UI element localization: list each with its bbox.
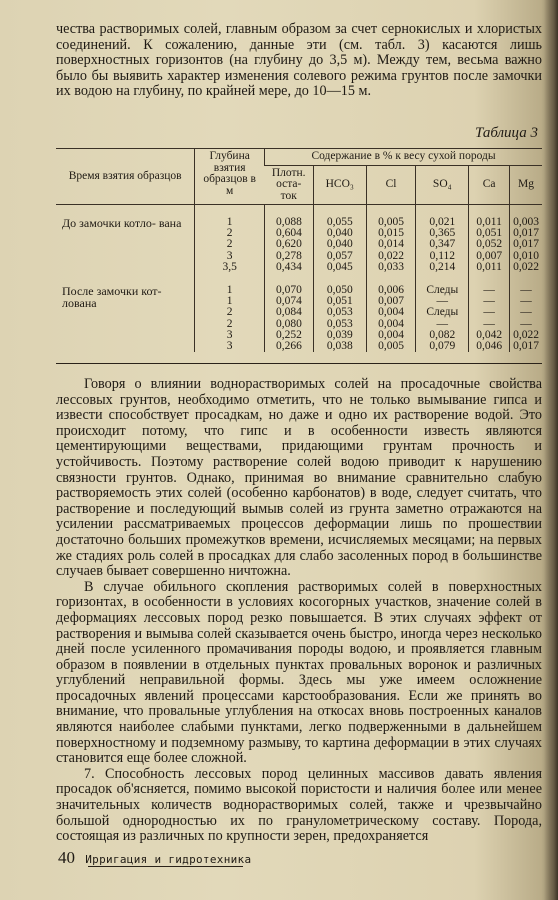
subheader-cl: Cl bbox=[366, 165, 416, 205]
journal-title: Ирригация и гидротехника bbox=[85, 853, 252, 866]
table-cell: 0,088 bbox=[276, 216, 302, 228]
table-cell: — bbox=[520, 295, 532, 308]
group-col bbox=[416, 284, 469, 352]
group-col bbox=[416, 216, 469, 273]
paragraph-2: Говоря о влиянии воднорастворимых солей на просадочные свойства лессовых грунтов, необходимо отметить, что не только вымывание гипса и извести способствует просадкам, но даже и одно их растворение водой. Это происходит потому, что гипс и в особенности известь являются цементирующими веществами, придающими грунтам прочность и устойчивость. Поэтому растворение солей водою приводит к нарушению связности грунтов. Однако, принимая во внимание сравнительно слабую растворяемость этих солей (особенно карбонатов) в воде, следует считать, что растворение и последующий вымыв солей из грунта заметно отражаются на усилении рассматриваемых процессов деформации лишь по прошествии достаточно больших промежутков времени, исчисляемых месяцами; на первых же стадиях роль солей в просадках для слабо засоленных пород в большинстве случаев бывает совершенно ничтожна. bbox=[56, 376, 542, 580]
group-col bbox=[265, 284, 314, 352]
table-cell: — bbox=[520, 306, 532, 319]
data-table bbox=[56, 148, 542, 352]
table-cell: Следы bbox=[426, 306, 459, 319]
group-col bbox=[469, 216, 510, 273]
paragraph-3: В случае обильного скопления растворимых солей в поверхностных горизонтах, в особенности в условиях косогорных участков, значение солей в деформациях лессовых пород резко повышается. В этих случаях эффект от растворения и вымыва солей сказывается очень быстро, иногда через несколько дней после усиленного промачивания породы водою, и проявляется главным образом в появлении в отдельных пунктах провальных воронок и различных углублений неправильной формы. Здесь мы уже имеем осложнение просадочных явлений процессами карстообразования. Если же принять во внимание, что провальные углубления на откосах вновь построенных каналов являются наиболее слабыми пунктами, легко подверженными в дальнейшем поверхностному и подземному размыву, то картина деформации в этих случаях становится еще более сложной. bbox=[56, 578, 542, 767]
table-cell: 0,045 bbox=[326, 260, 353, 273]
intro-text bbox=[56, 22, 542, 100]
table-cell: 0,266 bbox=[276, 339, 302, 352]
group-col bbox=[265, 216, 314, 273]
table-cell: 0,347 bbox=[429, 238, 456, 251]
subheader-mg: Mg bbox=[510, 165, 542, 205]
table-group-after bbox=[56, 284, 542, 352]
table-cell: 0,015 bbox=[378, 227, 404, 240]
table-cell: 0,022 bbox=[513, 328, 539, 341]
table-cell: 0,017 bbox=[513, 227, 539, 240]
table-cell: 0,055 bbox=[326, 216, 353, 228]
table-cell: 0,620 bbox=[276, 238, 302, 251]
table-cell: — bbox=[436, 317, 449, 330]
group-label-after: После замочки кот- лована bbox=[62, 283, 162, 310]
table-cell: 0,042 bbox=[476, 328, 503, 341]
group-col bbox=[366, 216, 416, 273]
page-edge-shadow bbox=[544, 0, 558, 900]
table-cell: 0,082 bbox=[429, 328, 456, 341]
table-cell: — bbox=[436, 295, 449, 308]
table-cell: 0,084 bbox=[276, 306, 302, 319]
table-cell: 0,007 bbox=[476, 249, 503, 262]
group-col bbox=[313, 284, 366, 352]
subheader-hco3: HCO₃ bbox=[313, 165, 366, 205]
group-label-before: До замочки котло- вана bbox=[62, 216, 182, 230]
paragraph-4: 7. Способность лессовых пород целинных массивов давать явления просадок об'ясняется, помимо высокой пористости и наличия более или менее значительных количеств воднорастворимых солей, также и чрезвычайно большой однородностью их по гранулометрическому составу. Порода, состоящая из различных по крупности зерен, предохраняется bbox=[56, 765, 542, 845]
table-caption: Таблица 3 bbox=[475, 125, 538, 141]
table-cell: 0,010 bbox=[513, 249, 539, 262]
group-col bbox=[313, 216, 366, 273]
intro-paragraph: чества растворимых солей, главным образом за счет сернокислых и хлористых соединений. К сожалению, данные эти (см. табл. 3) касаются лишь поверхностных горизонтов (на глубину до 3,5 м). Между тем, весьма важно было бы выявить характер изменения солевого режима грунтов после замочки их водою на глубину, по крайней мере, до 10—15 м. bbox=[56, 21, 542, 100]
table-header-row bbox=[56, 149, 542, 166]
group-col bbox=[469, 284, 510, 352]
table-cell: 3 bbox=[226, 339, 233, 352]
table-cell: 0,051 bbox=[326, 295, 353, 308]
table-cell: — bbox=[483, 317, 495, 330]
table-cell: 0,033 bbox=[378, 260, 404, 273]
subheader-dry-residue: Плотн. оста- ток bbox=[265, 165, 314, 205]
subheader-so4: SO₄ bbox=[416, 165, 469, 205]
table-cell: 0,074 bbox=[276, 295, 302, 308]
table-cell: 0,046 bbox=[476, 339, 503, 352]
body-text bbox=[56, 377, 542, 845]
table-cell: 0,017 bbox=[513, 238, 539, 251]
table-cell: 0,003 bbox=[513, 216, 539, 228]
group-col bbox=[195, 216, 265, 273]
group-col bbox=[366, 284, 416, 352]
table-cell: 0,057 bbox=[326, 249, 353, 262]
table-cell: — bbox=[520, 283, 532, 296]
group-col bbox=[510, 284, 542, 352]
table-cell: 0,011 bbox=[476, 260, 502, 273]
table-cell: 0,004 bbox=[378, 306, 404, 319]
table-cell: 1 bbox=[226, 295, 233, 308]
table-cell: 3,5 bbox=[222, 260, 237, 273]
table-cell: 2 bbox=[226, 227, 233, 240]
table-cell: 0,434 bbox=[276, 260, 302, 273]
table-cell: 0,040 bbox=[326, 227, 353, 240]
subheader-ca: Ca bbox=[469, 165, 510, 205]
table-cell: 0,604 bbox=[276, 227, 302, 240]
table-cell: 0,022 bbox=[513, 260, 539, 273]
header-content: Содержание в % к весу сухой породы bbox=[265, 149, 542, 166]
table-cell: 0,011 bbox=[476, 216, 502, 228]
table-cell: 0,053 bbox=[326, 306, 353, 319]
table-cell: 0,252 bbox=[276, 328, 302, 341]
table-cell: 0,022 bbox=[378, 249, 404, 262]
header-time: Время взятия образцов bbox=[56, 149, 195, 205]
table-cell: 0,052 bbox=[476, 238, 503, 251]
page-footer bbox=[58, 848, 251, 868]
table-cell: — bbox=[483, 283, 495, 296]
table-cell: 0,004 bbox=[378, 328, 404, 341]
table-cell: 0,079 bbox=[429, 339, 456, 352]
table-cell: 0,005 bbox=[378, 216, 404, 228]
table-bottom-rule bbox=[56, 363, 542, 364]
table-cell: 3 bbox=[226, 328, 233, 341]
table-cell: 0,017 bbox=[513, 339, 539, 352]
table-cell: — bbox=[483, 306, 495, 319]
table-cell: 2 bbox=[226, 306, 233, 319]
table-cell: 0,051 bbox=[476, 227, 503, 240]
table-cell: 0,006 bbox=[378, 283, 404, 296]
header-depth: Глубина взятия образцов в м bbox=[195, 149, 265, 205]
table-cell: 3 bbox=[226, 249, 233, 262]
table-cell: 2 bbox=[226, 238, 233, 251]
table-cell: 2 bbox=[226, 317, 233, 330]
table-cell: 0,021 bbox=[429, 216, 456, 228]
table-cell: 0,039 bbox=[326, 328, 353, 341]
table-cell: — bbox=[483, 295, 495, 308]
table-cell: Следы bbox=[426, 283, 459, 296]
footer-rule bbox=[88, 866, 243, 867]
table-cell: 0,365 bbox=[429, 227, 456, 240]
table-cell: 0,014 bbox=[378, 238, 404, 251]
table-cell: 0,007 bbox=[378, 295, 404, 308]
page-number: 40 bbox=[58, 848, 75, 867]
table-cell: 0,038 bbox=[326, 339, 353, 352]
table-cell: 0,070 bbox=[276, 283, 302, 296]
table-cell: 0,004 bbox=[378, 317, 404, 330]
table-cell: 0,053 bbox=[326, 317, 353, 330]
group-col bbox=[195, 284, 265, 352]
table-cell: 0,040 bbox=[326, 238, 353, 251]
table-cell: 0,005 bbox=[378, 339, 404, 352]
table-cell: 1 bbox=[226, 283, 233, 296]
group-col bbox=[510, 216, 542, 273]
table-cell: 0,050 bbox=[326, 283, 353, 296]
table-cell: 0,080 bbox=[276, 317, 302, 330]
table-cell: 0,214 bbox=[429, 260, 456, 273]
table-cell: — bbox=[520, 317, 532, 330]
table-cell: 0,112 bbox=[429, 249, 456, 262]
table-cell: 1 bbox=[226, 216, 233, 228]
table-cell: 0,278 bbox=[276, 249, 302, 262]
table-group-before bbox=[56, 216, 542, 273]
